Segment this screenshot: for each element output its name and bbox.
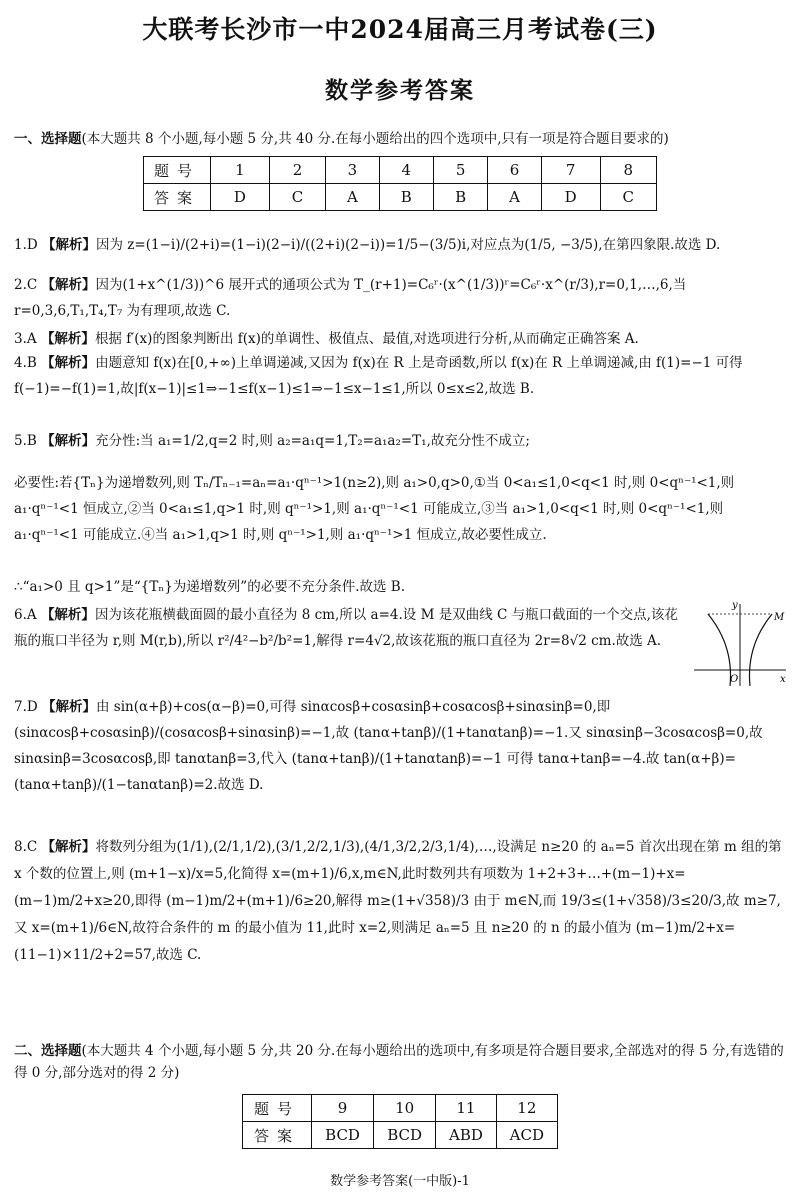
solution-5-conclusion [14, 574, 790, 600]
section1-answer-table [143, 156, 657, 211]
x-axis-label: x [780, 674, 786, 685]
page-footer: 数学参考答案(一中版)-1 [330, 1174, 470, 1189]
solution-3 [14, 326, 790, 352]
solution-tag: 【解析】 [41, 839, 96, 855]
solution-number: 4.B [14, 355, 37, 371]
section1-title: 一、选择题 [14, 131, 82, 147]
solution-tag: 【解析】 [40, 607, 95, 623]
table-header-cell: 题号 [243, 1095, 312, 1122]
solution-text: 因为(1+x^(1/3))^6 展开式的通项公式为 T_(r+1)=C₆ʳ·(x^(1/3))ʳ=C₆ʳ·x^(r/3),r=0,1,…,6,当 r=0,3,6,T₁,T₄,T₇ 为有理项,故选 C. [14, 277, 687, 319]
solution-text: 必要性:若{Tₙ}为递增数列,则 Tₙ/Tₙ₋₁=aₙ=a₁·qⁿ⁻¹>1(n≥2),则 a₁>0,q>0,①当 0<a₁≤1,0<q<1 时,则 0<qⁿ⁻¹<1,则 a₁·qⁿ⁻¹<1 恒成立,②当 0<a₁≤1,q>1 时,则 qⁿ⁻¹>1,则 a₁·qⁿ⁻¹<1 可能成立,③当 a₁>1,0<q<1 时,则 0<qⁿ⁻¹<1,则 a₁·qⁿ⁻¹<1 可能成立.④当 a₁>1,q>1 时,则 qⁿ⁻¹>1,则 a₁·qⁿ⁻¹>1 恒成立,故必要性成立. [14, 475, 735, 543]
section1-heading [14, 128, 790, 150]
section2-title: 二、选择题 [14, 1043, 82, 1059]
table-cell: 3 [326, 157, 379, 184]
table-cell: 5 [433, 157, 487, 184]
table-cell: 6 [488, 157, 541, 184]
table-row [243, 1122, 558, 1149]
solution-text: 由题意知 f(x)在[0,+∞)上单调递减,又因为 f(x)在 R 上是奇函数,所以 f(x)在 R 上单调递减,由 f(1)=−1 可得 f(−1)=−f(1)=1,故|f(x−1)|≤1⇒−1≤f(x−1)≤1⇒−1≤x−1≤1,所以 0≤x≤2,故选 B. [14, 355, 743, 397]
table-cell: B [379, 184, 433, 211]
section2-answer-table [242, 1094, 558, 1149]
table-row [144, 157, 657, 184]
solution-number: 2.C [14, 277, 38, 293]
table-cell: 7 [541, 157, 600, 184]
table-header-cell: 答案 [144, 184, 211, 211]
page-title: 大联考长沙市一中2024届高三月考试卷(三) [142, 15, 658, 44]
table-cell: BCD [374, 1122, 436, 1149]
table-cell: 1 [211, 157, 270, 184]
section2-instructions: (本大题共 4 个小题,每小题 5 分,共 20 分.在每小题给出的选项中,有多项是符合题目要求,全部选对的得 5 分,有选错的得 0 分,部分选对的得 2 分) [14, 1043, 784, 1081]
table-cell: 8 [600, 157, 656, 184]
table-cell: 11 [436, 1095, 497, 1122]
solution-4 [14, 350, 790, 402]
table-row [243, 1095, 558, 1122]
table-header-cell: 答案 [243, 1122, 312, 1149]
section2-heading [14, 1040, 790, 1084]
solution-tag: 【解析】 [41, 433, 96, 449]
solution-1 [14, 232, 790, 258]
table-cell: 9 [312, 1095, 374, 1122]
table-cell: A [326, 184, 379, 211]
solution-tag: 【解析】 [42, 237, 97, 253]
page-subtitle: 数学参考答案 [325, 77, 475, 104]
solution-number: 5.B [14, 433, 37, 449]
point-m-label: M [774, 612, 785, 623]
table-cell: C [269, 184, 325, 211]
solution-text: 由 sin(α+β)+cos(α−β)=0,可得 sinαcosβ+cosαsinβ+cosαcosβ+sinαsinβ=0,即 (sinαcosβ+cosαsinβ)/(cosαcosβ+sinαsinβ)=−1,故 (tanα+tanβ)/(1+tanαtanβ)=−1.又 sinαsinβ−3cosαcosβ=0,故 sinαsinβ=3cosαcosβ,即 tanαtanβ=3,代入 (tanα+tanβ)/(1+tanαtanβ)=−1 可得 tanα+tanβ=−4.故 tan(α+β)=(tanα+tanβ)/(1−tanαtanβ)=2.故选 D. [14, 699, 763, 793]
hyperbola-vase-figure [690, 598, 790, 690]
table-cell: BCD [312, 1122, 374, 1149]
table-cell: B [433, 184, 487, 211]
origin-label: O [730, 674, 739, 685]
solution-number: 3.A [14, 331, 37, 347]
solution-5 [14, 428, 790, 454]
solution-number: 1.D [14, 237, 38, 253]
table-header-cell: 题号 [144, 157, 211, 184]
table-cell: C [600, 184, 656, 211]
solution-text: 充分性:当 a₁=1/2,q=2 时,则 a₂=a₁q=1,T₂=a₁a₂=T₁,故充分性不成立; [95, 433, 530, 449]
table-cell: D [211, 184, 270, 211]
section1-instructions: (本大题共 8 个小题,每小题 5 分,共 40 分.在每小题给出的四个选项中,只有一项是符合题目要求的) [81, 131, 669, 147]
solution-tag: 【解析】 [41, 355, 96, 371]
solution-number: 8.C [14, 839, 38, 855]
solution-tag: 【解析】 [40, 331, 95, 347]
solution-text: 根据 f′(x)的图象判断出 f(x)的单调性、极值点、最值,对选项进行分析,从而确定正确答案 A. [94, 331, 639, 347]
table-cell: 2 [269, 157, 325, 184]
solution-8 [14, 834, 790, 969]
y-axis-label: y [732, 600, 738, 611]
solution-text: 因为该花瓶横截面圆的最小直径为 8 cm,所以 a=4.设 M 是双曲线 C 与瓶口截面的一个交点,该花瓶的瓶口半径为 r,则 M(r,b),所以 r²/4²−b²/b²=1,解得 r=4√2,故该花瓶的瓶口直径为 2r=8√2 cm.故选 A. [14, 607, 678, 649]
table-cell: A [488, 184, 541, 211]
hyperbola-right-branch [749, 614, 772, 686]
solution-text: 将数列分组为(1/1),(2/1,1/2),(3/1,2/2,1/3),(4/1,3/2,2/3,1/4),…,设满足 n≥20 的 aₙ=5 首次出现在第 m 组的第 x 个数的位置上,则 (m+1−x)/x=5,化简得 x=(m+1)/6,x,m∈N,此时数列共有项数为 1+2+3+…+(m−1)+x=(m−1)m/2+x≥20,即得 (m−1)m/2+(m+1)/6≥20,解得 m≥(1+√358)/3 由于 m∈N,而 19/3≤(1+√358)/3≤20/3,故 m≥7,又 x=(m+1)/6∈N,故符合条件的 m 的最小值为 11,此时 x=2,则满足 aₙ=5 且 n≥20 的 n 的最小值为 (m−1)m/2+x=(11−1)×11/2+2=57,故选 C. [14, 839, 782, 963]
hyperbola-left-branch [708, 614, 731, 686]
solution-tag: 【解析】 [41, 277, 96, 293]
solution-6 [14, 602, 684, 654]
solution-text: 因为 z=(1−i)/(2+i)=(1−i)(2−i)/((2+i)(2−i))=1/5−(3/5)i,对应点为(1/5, −3/5),在第四象限.故选 D. [96, 237, 721, 253]
solution-number: 7.D [14, 699, 38, 715]
solution-tag: 【解析】 [42, 699, 97, 715]
table-cell: ACD [496, 1122, 557, 1149]
solution-7 [14, 694, 790, 798]
solution-text: ∴“a₁>0 且 q>1”是“{Tₙ}为递增数列”的必要不充分条件.故选 B. [14, 579, 405, 595]
table-cell: 12 [496, 1095, 557, 1122]
solution-number: 6.A [14, 607, 37, 623]
table-cell: ABD [436, 1122, 497, 1149]
table-cell: D [541, 184, 600, 211]
table-cell: 4 [379, 157, 433, 184]
solution-5-necessity [14, 470, 790, 548]
table-row [144, 184, 657, 211]
table-cell: 10 [374, 1095, 436, 1122]
solution-2 [14, 272, 790, 324]
